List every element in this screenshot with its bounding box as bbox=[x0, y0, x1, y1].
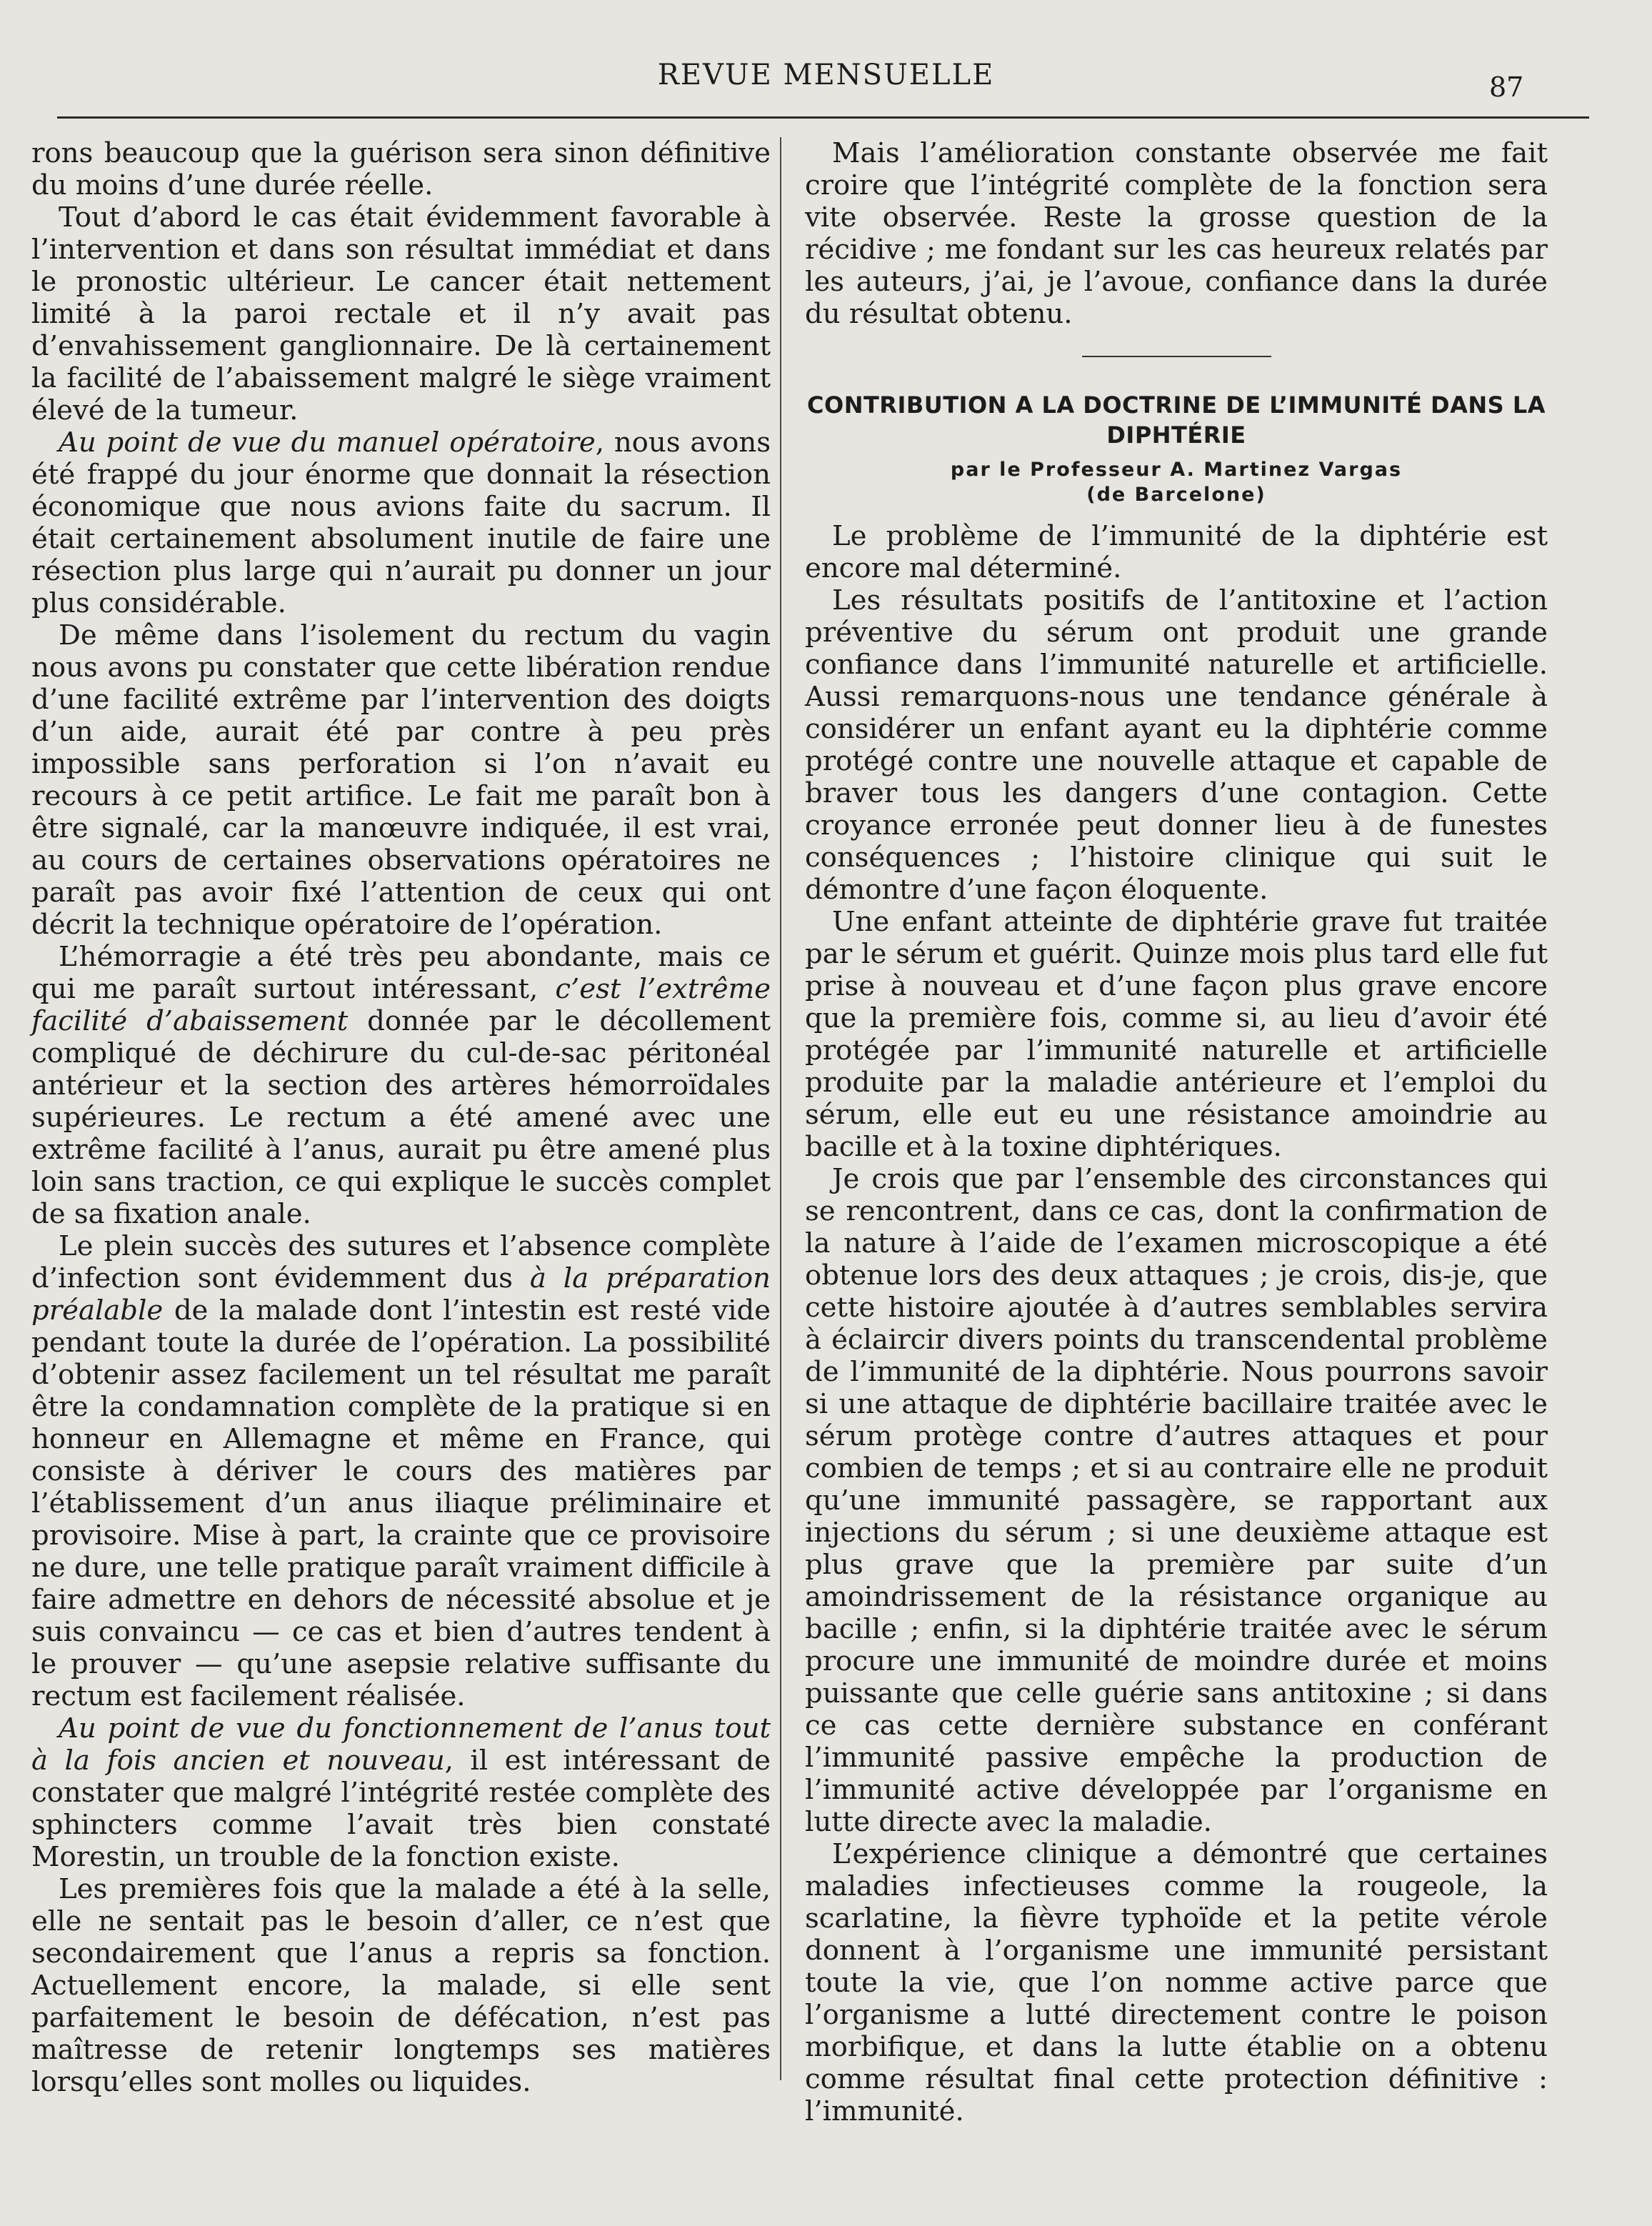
page-number: 87 bbox=[1489, 71, 1524, 103]
right-column bbox=[805, 137, 1548, 2127]
article-byline: par le Professeur A. Martinez Vargas bbox=[950, 459, 1403, 481]
italic-phrase: Au point de vue du manuel opératoire bbox=[59, 426, 596, 459]
paragraph-text: de la malade dont l’intestin est resté vide pendant toute la durée de l’opération. La possibilité d’obtenir assez facilement un tel résultat me paraît être la condamnation complète de la pratique si en honneur en Allemagne et même en France, qui consiste à dériver le cours des matières par l’établissement d’un anus iliaque préliminaire et provisoire. Mise à part, la crainte que ce provisoire ne dure, une telle pratique paraît vraiment difficile à faire admettre en dehors de nécessité absolue et je suis convaincu — ce cas et bien d’autres tendent à le prouver — qu’une asepsie relative suffisante du rectum est facilement réalisée. bbox=[31, 1294, 771, 1712]
left-paragraph-7 bbox=[31, 1712, 771, 1873]
header-rule bbox=[57, 116, 1589, 119]
italic-phrase: Au point de vue du fonctionnement de l’anus tout à la fois ancien et nouveau bbox=[31, 1712, 771, 1777]
right-paragraph-2: Le problème de l’immunité de la diphtérie est encore mal déterminé. bbox=[805, 520, 1548, 584]
paragraph-text: L’hémorragie a été très peu abondante, mais ce qui me paraît surtout intéressant, bbox=[31, 941, 771, 1005]
left-paragraph-5 bbox=[31, 941, 771, 1230]
left-paragraph-2: Tout d’abord le cas était évidemment favorable à l’intervention et dans son résultat immédiat et dans le pronostic ultérieur. Le cancer était nettement limité à la paroi rectale et il n’y avait pas d’envahissement ganglionnaire. De là certainement la facilité de l’abaissement malgré le siège vraiment élevé de la tumeur. bbox=[31, 201, 771, 426]
left-paragraph-4: De même dans l’isolement du rectum du vagin nous avons pu constater que cette libération rendue d’une facilité extrême par l’intervention des doigts d’un aide, aurait été par contre à peu près impossible sans perforation si l’on n’avait eu recours à ce petit artifice. Le fait me paraît bon à être signalé, car la manœuvre indiquée, il est vrai, au cours de certaines observations opératoires ne paraît pas avoir fixé l’attention de ceux qui ont décrit la technique opératoire de l’opération. bbox=[31, 619, 771, 941]
paragraph-text: donnée par le décollement compliqué de déchirure du cul-de-sac péritonéal antérieur et la section des artères hémorroïdales supérieures. Le rectum a été amené avec une extrême facilité à l’anus, aurait pu être amené plus loin sans traction, ce qui explique le succès complet de sa fixation anale. bbox=[31, 1005, 771, 1230]
section-separator bbox=[1082, 356, 1271, 357]
italic-phrase: c’est l’extrême facilité d’abaissement bbox=[31, 973, 771, 1037]
right-paragraph-3: Les résultats positifs de l’antitoxine et l’action préventive du sérum ont produit une grande confiance dans l’immunité naturelle et artificielle. Aussi remarquons-nous une tendance générale à considérer un enfant ayant eu la diphtérie comme protégé contre une nouvelle attaque et capable de braver tous les dangers d’une contagion. Cette croyance erronée peut donner lieu à de funestes conséquences ; l’histoire clinique qui suit le démontre d’une façon éloquente. bbox=[805, 584, 1548, 906]
running-header: REVUE MENSUELLE bbox=[657, 59, 995, 91]
paragraph-text: , nous avons été frappé du jour énorme que donnait la résection économique que nous avions faite du sacrum. Il était certainement absolument inutile de faire une résection plus large qui n’aurait pu donner un jour plus considérable. bbox=[31, 426, 771, 619]
left-column bbox=[31, 137, 771, 2098]
article-affiliation: (de Barcelone) bbox=[1086, 484, 1266, 506]
paragraph-text: Le plein succès des sutures et l’absence complète d’infection sont évidemment dus bbox=[31, 1230, 771, 1294]
italic-phrase: à la préparation préalable bbox=[31, 1262, 771, 1327]
right-paragraph-1: Mais l’amélioration constante observée me fait croire que l’intégrité complète de la fonction sera vite observée. Reste la grosse question de la récidive ; me fondant sur les cas heureux relatés par les auteurs, j’ai, je l’avoue, confiance dans la durée du résultat obtenu. bbox=[805, 137, 1548, 330]
left-paragraph-3 bbox=[31, 426, 771, 619]
left-paragraph-8: Les premières fois que la malade a été à la selle, elle ne sentait pas le besoin d’aller, ce n’est que secondairement que l’anus a repris sa fonction. Actuellement encore, la malade, si elle sent parfaitement le besoin de défécation, n’est pas maîtresse de retenir longtemps ses matières lorsqu’elles sont molles ou liquides. bbox=[31, 1873, 771, 2098]
right-paragraph-4: Une enfant atteinte de diphtérie grave fut traitée par le sérum et guérit. Quinze mois plus tard elle fut prise à nouveau et d’une façon plus grave encore que la première fois, comme si, au lieu d’avoir été protégée par l’immunité naturelle et artificielle produite par la maladie antérieure et l’emploi du sérum, elle eut eu une résistance amoindrie au bacille et à la toxine diphtériques. bbox=[805, 906, 1548, 1163]
column-divider bbox=[780, 137, 781, 2080]
right-paragraph-6: L’expérience clinique a démontré que certaines maladies infectieuses comme la rougeole, la scarlatine, la fièvre typhoïde et la petite vérole donnent à l’organisme une immunité persistant toute la vie, que l’on nomme active parce que l’organisme a lutté directement contre le poison morbifique, et dans la lutte établie on a obtenu comme résultat final cette protection définitive : l’immunité. bbox=[805, 1838, 1548, 2127]
article-title: CONTRIBUTION A LA DOCTRINE DE L’IMMUNITÉ DANS LA DIPHTÉRIE bbox=[807, 391, 1546, 449]
left-paragraph-1: rons beaucoup que la guérison sera sinon définitive du moins d’une durée réelle. bbox=[31, 137, 771, 201]
right-paragraph-5: Je crois que par l’ensemble des circonstances qui se rencontrent, dans ce cas, dont la confirmation de la nature à l’aide de l’examen microscopique a été obtenue lors des deux attaques ; je crois, dis-je, que cette histoire ajoutée à d’autres semblables servira à éclaircir divers points du transcendental problème de l’immunité de la diphtérie. Nous pourrons savoir si une attaque de diphtérie bacillaire traitée avec le sérum protège contre d’autres attaques et pour combien de temps ; et si au contraire elle ne produit qu’une immunité passagère, se rapportant aux injections du sérum ; si une deuxième attaque est plus grave que la première par suite d’un amoindrissement de la résistance organique au bacille ; enfin, si la diphtérie traitée avec le sérum procure une immunité de moindre durée et moins puissante que celle guérie sans antitoxine ; si dans ce cas cette dernière substance en conférant l’immunité passive empêche la production de l’immunité active développée par l’organisme en lutte directe avec la maladie. bbox=[805, 1163, 1548, 1838]
paragraph-text: , il est intéressant de constater que malgré l’intégrité restée complète des sphincters comme l’avait très bien constaté Morestin, un trouble de la fonction existe. bbox=[31, 1745, 771, 1873]
left-paragraph-6 bbox=[31, 1230, 771, 1712]
